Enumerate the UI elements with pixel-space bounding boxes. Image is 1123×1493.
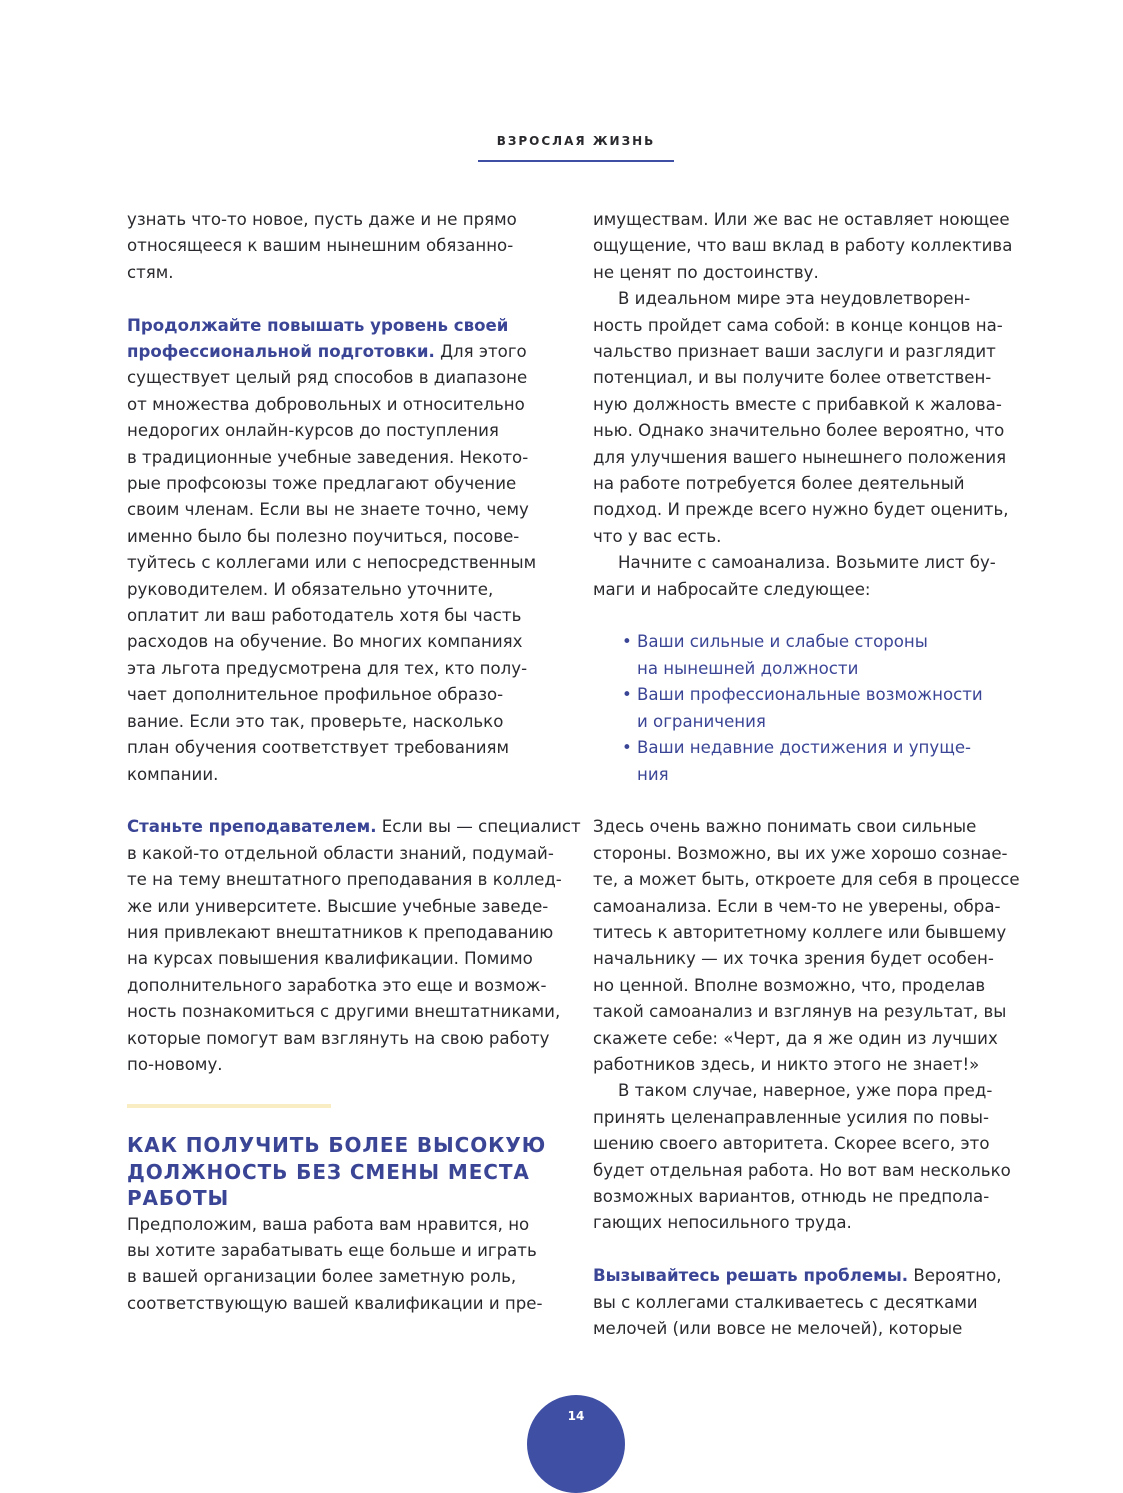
text-line: от множества добровольных и относительно <box>127 394 525 414</box>
text-line: что у вас есть. <box>593 526 722 546</box>
text-line: по-новому. <box>127 1054 223 1074</box>
text-line: компании. <box>127 764 219 784</box>
text-line: существует целый ряд способов в диапазоне <box>127 368 528 388</box>
text-line: начальнику — их точка зрения будет особен- <box>593 949 994 969</box>
text-line: Предположим, ваша работа вам нравится, но <box>127 1214 530 1234</box>
paragraph <box>593 207 1053 286</box>
text-line: на работе потребуется более деятельный <box>593 474 965 494</box>
list-item <box>622 629 1053 682</box>
text-line: на курсах повышения квалификации. Помимо <box>127 949 533 969</box>
text-fragment: Вероятно, <box>908 1266 1002 1286</box>
text-line: для улучшения вашего нынешнего положения <box>593 447 1007 467</box>
text-line: потенциал, и вы получите более ответствен- <box>593 368 992 388</box>
paragraph-teacher <box>127 814 581 1078</box>
text-line: рые профсоюзы тоже предлагают обучение <box>127 474 517 494</box>
paragraph-problems <box>593 1263 1053 1342</box>
paragraph-lead: Вызывайтесь решать проблемы. <box>593 1266 909 1286</box>
text-line: оплатит ли ваш работодатель хотя бы часть <box>127 606 522 626</box>
text-line: подход. И прежде всего нужно будет оценить, <box>593 500 1009 520</box>
running-head-rule <box>478 160 674 162</box>
text-line: вание. Если это так, проверьте, насколько <box>127 711 504 731</box>
text-line: но ценной. Вполне возможно, что, проделав <box>593 975 986 995</box>
text-line: эта льгота предусмотрена для тех, кто полу- <box>127 658 528 678</box>
text-line: соответствующую вашей квалификации и пре- <box>127 1293 543 1313</box>
running-head: ВЗРОСЛАЯ ЖИЗНЬ <box>496 134 656 148</box>
heading-line: КАК ПОЛУЧИТЬ БОЛЕЕ ВЫСОКУЮ <box>127 1133 547 1158</box>
text-line: узнать что-то новое, пусть даже и не прямо <box>127 210 517 229</box>
text-line: принять целенаправленные усилия по повы- <box>593 1107 990 1127</box>
text-line: скажете себе: «Черт, да я же один из лучших <box>593 1028 998 1048</box>
text-line: своим членам. Если вы не знаете точно, чему <box>127 500 529 520</box>
text-line: В идеальном мире эта неудовлетворен- <box>618 289 971 309</box>
text-line: стороны. Возможно, вы их уже хорошо сознае- <box>593 843 1008 863</box>
text-line: работников здесь, и никто этого не знает!» <box>593 1054 980 1074</box>
text-line: Ваши недавние достижения и упуще- <box>637 738 972 758</box>
paragraph-lead: профессиональной подготовки. <box>127 342 435 362</box>
text-line: те, а может быть, откроете для себя в процессе <box>593 870 1020 890</box>
text-line: в какой-то отдельной области знаний, подумай- <box>127 843 554 863</box>
text-line: гающих непосильного труда. <box>593 1213 852 1233</box>
text-line: те на тему внештатного преподавания в коллед- <box>127 870 562 890</box>
text-line: план обучения соответствует требованиям <box>127 738 510 758</box>
paragraph-training <box>127 313 577 788</box>
text-line: же или университете. Высшие учебные заведе- <box>127 896 549 916</box>
heading-line: РАБОТЫ <box>127 1186 230 1211</box>
text-line: Начните с самоанализа. Возьмите лист бу- <box>618 553 996 573</box>
text-line: туйтесь с коллегами или с непосредственным <box>127 553 537 573</box>
paragraph <box>127 207 577 286</box>
bullet-list <box>593 629 1053 787</box>
paragraph <box>593 286 1053 550</box>
text-line: мелочей (или вовсе не мелочей), которые <box>593 1319 963 1339</box>
text-line: Ваши профессиональные возможности <box>637 685 983 705</box>
paragraph <box>593 814 1053 1078</box>
text-line: такой самоанализ и взглянув на результат, вы <box>593 1002 1007 1022</box>
right-column <box>593 207 1053 1342</box>
text-line: в традиционные учебные заведения. Некото- <box>127 447 529 467</box>
text-line: дополнительного заработка это еще и возмож- <box>127 975 547 995</box>
list-item <box>622 735 1053 788</box>
text-line: руководителем. И обязательно уточните, <box>127 579 494 599</box>
text-line: ния <box>637 764 669 784</box>
text-line: Ваши сильные и слабые стороны <box>637 632 928 652</box>
text-line: ность познакомиться с другими внештатниками, <box>127 1002 561 1022</box>
paragraph <box>127 1212 577 1318</box>
text-line: именно было бы полезно поучиться, посове- <box>127 526 520 546</box>
text-line: Здесь очень важно понимать свои сильные <box>593 817 977 837</box>
text-line: вы с коллегами сталкиваетесь с десятками <box>593 1292 978 1312</box>
heading-line: ДОЛЖНОСТЬ БЕЗ СМЕНЫ МЕСТА <box>127 1159 530 1184</box>
paragraph <box>593 1078 1053 1236</box>
section-divider <box>127 1104 331 1108</box>
text-line: в вашей организации более заметную роль, <box>127 1267 517 1287</box>
text-line: стям. <box>127 262 174 282</box>
text-fragment: Для этого <box>434 342 527 362</box>
text-line: титесь к авторитетному коллеге или бывшему <box>593 922 1007 942</box>
text-fragment: Если вы — специалист <box>376 817 581 837</box>
bullet-icon: • <box>622 685 632 705</box>
text-line: ния привлекают внештатников к преподаванию <box>127 922 554 942</box>
text-line: недорогих онлайн-курсов до поступления <box>127 421 499 441</box>
text-line: ную должность вместе с прибавкой к жалова- <box>593 394 1002 414</box>
text-line: шению своего авторитета. Скорее всего, это <box>593 1134 990 1154</box>
paragraph-lead: Станьте преподавателем. <box>127 817 377 837</box>
text-line: нью. Однако значительно более вероятно, что <box>593 421 1005 441</box>
text-line: относящееся к вашим нынешним обязанно- <box>127 236 514 256</box>
list-item <box>622 682 1053 735</box>
text-line: вы хотите зарабатывать еще больше и играть <box>127 1241 537 1260</box>
bullet-icon: • <box>622 738 632 758</box>
section-heading <box>127 1132 577 1211</box>
text-line: которые помогут вам взглянуть на свою работу <box>127 1028 550 1048</box>
text-line: В таком случае, наверное, уже пора пред- <box>618 1081 993 1101</box>
text-line: расходов на обучение. Во многих компаниях <box>127 632 523 652</box>
text-line: не ценят по достоинству. <box>593 262 819 282</box>
paragraph <box>593 550 1053 603</box>
left-column <box>127 207 581 1317</box>
text-line: ность пройдет сама собой: в конце концов на- <box>593 315 1003 335</box>
text-line: будет отдельная работа. Но вот вам несколько <box>593 1160 1011 1180</box>
bullet-icon: • <box>622 632 632 652</box>
text-line: и ограничения <box>637 711 766 731</box>
text-line: имуществам. Или же вас не оставляет ноющее <box>593 210 1010 229</box>
page-number: 14 <box>567 1409 585 1423</box>
text-line: на нынешней должности <box>637 658 859 678</box>
text-line: маги и набросайте следующее: <box>593 579 871 599</box>
text-line: чает дополнительное профильное образо- <box>127 685 504 705</box>
text-line: чальство признает ваши заслуги и разглядит <box>593 342 996 362</box>
text-line: возможных вариантов, отнюдь не предпола- <box>593 1187 990 1206</box>
text-line: самоанализа. Если в чем-то не уверены, обра- <box>593 896 1001 916</box>
text-line: ощущение, что ваш вклад в работу коллектива <box>593 236 1013 256</box>
paragraph-lead: Продолжайте повышать уровень своей <box>127 315 509 335</box>
